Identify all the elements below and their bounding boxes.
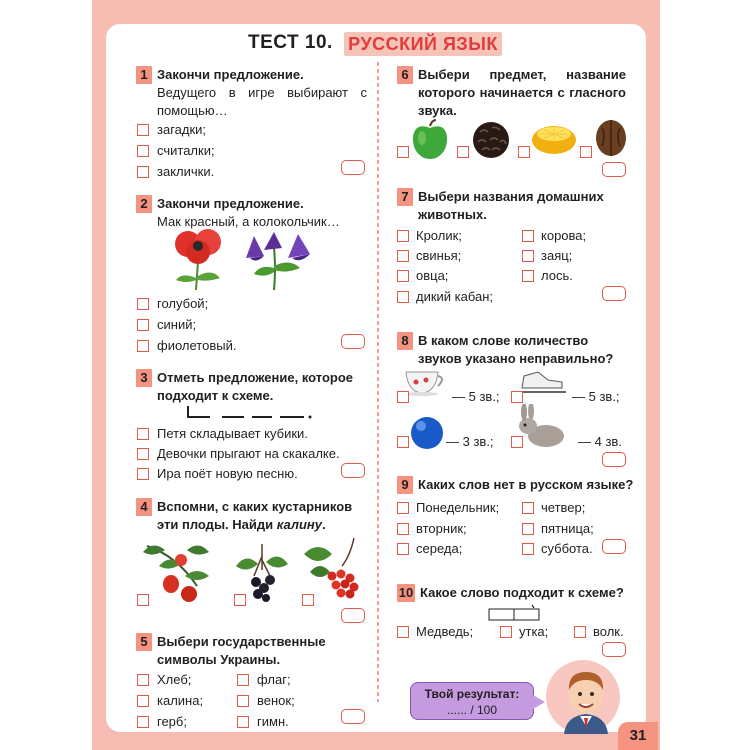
skate-icon: [518, 370, 568, 394]
question-6-prompt: Выбери предмет, название которого начинается с гласного звука.: [418, 67, 626, 118]
option-label: Медведь;: [416, 624, 474, 639]
page-title: [240, 32, 520, 56]
sound-count-label: — 4 зв.: [578, 434, 622, 449]
checkbox[interactable]: [137, 716, 149, 728]
walnut-icon: [594, 116, 628, 158]
checkbox[interactable]: [500, 626, 512, 638]
question-number-7: 7: [397, 188, 413, 206]
result-box: [410, 682, 534, 720]
checkbox[interactable]: [522, 502, 534, 514]
option-label: синий;: [157, 317, 197, 332]
score-box[interactable]: [341, 463, 365, 478]
option-label: калина;: [157, 693, 204, 708]
checkbox[interactable]: [137, 674, 149, 686]
checkbox[interactable]: [137, 124, 149, 136]
option-label: Понедельник;: [416, 500, 500, 515]
option-label: середа;: [416, 541, 463, 556]
question-1-prompt: Закончи предложение.: [157, 67, 304, 82]
score-box[interactable]: [602, 162, 626, 177]
option-label: лось.: [541, 268, 573, 283]
question-number-10: 10: [398, 585, 414, 600]
checkbox[interactable]: [237, 674, 249, 686]
result-score[interactable]: ...... / 100: [446, 703, 498, 717]
question-number-9: 9: [397, 476, 413, 494]
score-box[interactable]: [341, 608, 365, 623]
question-5-prompt: Выбери государственные символы Украины.: [157, 634, 326, 667]
checkbox[interactable]: [522, 543, 534, 555]
option-label: Девочки прыгают на скакалке.: [157, 446, 340, 461]
question-number-1: 1: [136, 66, 152, 84]
bellflower-icon: [240, 228, 316, 290]
option-label: заяц;: [541, 248, 573, 263]
score-box[interactable]: [341, 160, 365, 175]
question-2-prompt: Закончи предложение.: [157, 196, 304, 211]
checkbox[interactable]: [137, 166, 149, 178]
checkbox[interactable]: [137, 695, 149, 707]
option-label: четвер;: [541, 500, 586, 515]
question-7-prompt: Выбери названия домашних животных.: [418, 189, 604, 222]
checkbox[interactable]: [137, 298, 149, 310]
checkbox[interactable]: [522, 250, 534, 262]
page-number: 31: [618, 722, 658, 750]
question-number-3: 3: [136, 369, 152, 387]
option-label: флаг;: [257, 672, 291, 687]
checkbox[interactable]: [574, 626, 586, 638]
score-box[interactable]: [602, 539, 626, 554]
rosehip-berries-icon: [137, 536, 213, 602]
option-label: свинья;: [416, 248, 462, 263]
checkbox[interactable]: [137, 428, 149, 440]
checkbox[interactable]: [137, 319, 149, 331]
option-label: пятница;: [541, 521, 594, 536]
question-number-6: 6: [397, 66, 413, 84]
question-8-prompt: В каком слове количество звуков указано неправильно?: [418, 333, 614, 366]
checkbox[interactable]: [397, 502, 409, 514]
option-label: гимн.: [257, 714, 289, 729]
score-box[interactable]: [602, 286, 626, 301]
checkbox[interactable]: [457, 146, 469, 158]
sound-count-label: — 3 зв.;: [446, 434, 494, 449]
score-box[interactable]: [602, 452, 626, 467]
checkbox[interactable]: [397, 626, 409, 638]
option-label: корова;: [541, 228, 587, 243]
checkbox[interactable]: [237, 716, 249, 728]
question-1-text: Ведущего в игре выбирают с помощью…: [157, 85, 367, 118]
checkbox[interactable]: [137, 145, 149, 157]
rabbit-icon: [516, 404, 568, 448]
option-label: Хлеб;: [157, 672, 192, 687]
apple-icon: [410, 118, 450, 160]
boy-character-icon: [556, 664, 616, 734]
checkbox[interactable]: [397, 391, 409, 403]
pine-cone-icon: [470, 118, 512, 160]
sound-count-label: — 5 зв.;: [572, 389, 620, 404]
viburnum-berries-icon: [302, 536, 366, 602]
checkbox[interactable]: [397, 543, 409, 555]
option-label: овца;: [416, 268, 449, 283]
question-number-2: 2: [136, 195, 152, 213]
checkbox[interactable]: [397, 146, 409, 158]
checkbox[interactable]: [518, 146, 530, 158]
question-4-prompt: Вспомни, с каких кустарников эти плоды. Найди калину.: [157, 499, 353, 532]
checkbox[interactable]: [522, 270, 534, 282]
checkbox[interactable]: [397, 270, 409, 282]
option-label: фиолетовый.: [157, 338, 237, 353]
test-number: ТЕСТ 10.: [248, 32, 333, 53]
score-box[interactable]: [341, 334, 365, 349]
column-divider: [377, 62, 379, 702]
checkbox[interactable]: [397, 291, 409, 303]
option-label: считалки;: [157, 143, 215, 158]
checkbox[interactable]: [511, 391, 523, 403]
result-label: Твой результат:: [424, 687, 520, 701]
option-label: голубой;: [157, 296, 209, 311]
checkbox[interactable]: [522, 230, 534, 242]
checkbox[interactable]: [137, 448, 149, 460]
checkbox[interactable]: [137, 340, 149, 352]
question-number-8: 8: [397, 332, 413, 350]
checkbox[interactable]: [302, 594, 314, 606]
checkbox[interactable]: [234, 594, 246, 606]
question-4-emphasis: калину: [276, 517, 322, 532]
score-box[interactable]: [341, 709, 365, 724]
question-number-5: 5: [136, 633, 152, 651]
score-box[interactable]: [602, 642, 626, 657]
checkbox[interactable]: [580, 146, 592, 158]
question-number-4: 4: [136, 498, 152, 516]
lemon-icon: [530, 122, 578, 158]
poppy-flower-icon: [168, 228, 232, 290]
question-2-text: Мак красный, а колокольчик…: [157, 214, 340, 229]
option-label: вторник;: [416, 521, 467, 536]
option-label: суббота.: [541, 541, 593, 556]
question-10-prompt: Какое слово подходит к схеме?: [420, 585, 624, 600]
subject-title: РУССКИЙ ЯЗЫК: [344, 32, 502, 56]
checkbox[interactable]: [397, 436, 409, 448]
option-label: венок;: [257, 693, 295, 708]
option-label: Петя складывает кубики.: [157, 426, 308, 441]
checkbox[interactable]: [237, 695, 249, 707]
option-label: утка;: [519, 624, 549, 639]
checkbox[interactable]: [511, 436, 523, 448]
option-label: дикий кабан;: [416, 289, 494, 304]
checkbox[interactable]: [397, 523, 409, 535]
question-9-prompt: Каких слов нет в русском языке?: [418, 477, 634, 492]
checkbox[interactable]: [397, 250, 409, 262]
sound-count-label: — 5 зв.;: [452, 389, 500, 404]
checkbox[interactable]: [522, 523, 534, 535]
checkbox[interactable]: [137, 468, 149, 480]
option-label: Ира поёт новую песню.: [157, 466, 298, 481]
option-label: герб;: [157, 714, 187, 729]
ball-icon: [410, 416, 444, 450]
question-3-prompt: Отметь предложение, которое подходит к схеме.: [157, 370, 354, 403]
checkbox[interactable]: [397, 230, 409, 242]
option-label: загадки;: [157, 122, 207, 137]
syllable-scheme: [488, 604, 540, 622]
checkbox[interactable]: [137, 594, 149, 606]
option-label: Кролик;: [416, 228, 462, 243]
option-label: волк.: [593, 624, 624, 639]
sentence-scheme: [186, 404, 316, 420]
option-label: заклички.: [157, 164, 215, 179]
